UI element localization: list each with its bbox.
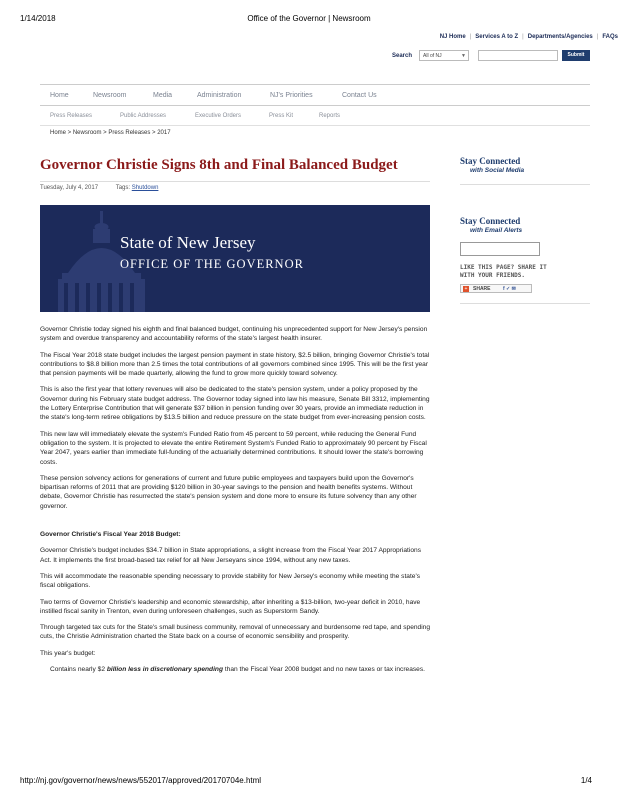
article-paragraph: Through targeted tax cuts for the State's small business community, removal of unnecessary and burdensome red tape, and spending cuts, the Christie Administration charted the State back on a course of economic sensibility and prosperity.	[40, 624, 431, 641]
tags-label: Tags:	[115, 185, 131, 191]
subnav-press-releases[interactable]: Press Releases	[50, 113, 93, 119]
budget-bullet	[40, 665, 432, 674]
plus-icon: +	[464, 286, 468, 292]
search-scope-select[interactable]	[419, 50, 469, 61]
governor-banner	[40, 205, 430, 312]
tag-link[interactable]: Shutdown	[131, 185, 159, 191]
nav-administration[interactable]: Administration	[197, 92, 242, 99]
search-label: Search	[392, 53, 413, 59]
util-link-services[interactable]: Services A to Z	[475, 34, 519, 40]
article-meta	[40, 185, 158, 191]
email-alerts-widget	[460, 216, 590, 304]
subnav-public-addresses[interactable]: Public Addresses	[120, 113, 167, 119]
article-body	[40, 325, 432, 681]
divider	[40, 125, 590, 126]
article-paragraph: Two terms of Governor Christie's leadership and economic stewardship, after inheriting a $13-billion, two-year deficit in 2010, have instilled fiscal sanity in Trenton, even during unforeseen challenges, such as Superstorm Sandy.	[40, 598, 421, 615]
divider	[460, 184, 590, 185]
social-media-link[interactable]: with Social Media	[470, 167, 525, 174]
print-header	[0, 14, 618, 26]
nav-priorities[interactable]: NJ's Priorities	[270, 92, 313, 99]
subnav-executive-orders[interactable]: Executive Orders	[195, 113, 242, 119]
article-paragraph: This will accommodate the reasonable spending necessary to provide stability for New Jersey's economy while meeting the state's fiscal obligations.	[40, 572, 421, 590]
bullet-emphasis: billion less in discretionary spending	[106, 666, 223, 674]
divider	[40, 181, 430, 182]
stay-connected-title[interactable]: Stay Connected	[460, 156, 521, 166]
share-prompt	[460, 264, 590, 280]
article-paragraph: This year's budget:	[40, 649, 96, 657]
breadcrumb: Home > Newsroom > Press Releases > 2017	[50, 130, 171, 136]
nav-media[interactable]: Media	[153, 92, 173, 99]
print-url: http://nj.gov/governor/news/news/552017/approved/20170704e.html	[20, 776, 262, 785]
search-input[interactable]	[478, 50, 558, 61]
util-separator: |	[469, 34, 472, 40]
bullet-text: than the Fiscal Year 2008 budget and no new taxes or tax increases.	[222, 666, 425, 674]
article-paragraph: This new law will immediately elevate the system's Funded Ratio from 45 percent to 59 percent, while reducing the General Fund obligation to the system. It is projected to elevate the entire Retirement System's Funded Ratio to approximately 90 percent by Fiscal Year 2047, years earlier than immediate full-funding of the actuarially determined contributions. It should lower the state's borrowing costs.	[40, 430, 427, 466]
page-title: Governor Christie Signs 8th and Final Balanced Budget	[40, 157, 398, 173]
main-nav	[40, 84, 590, 106]
site-navigation	[40, 84, 590, 136]
social-media-widget	[460, 156, 590, 185]
share-label: SHARE	[473, 286, 491, 292]
divider	[460, 303, 590, 304]
sub-nav	[40, 113, 590, 125]
print-date: 1/14/2018	[20, 14, 56, 23]
util-separator: |	[522, 34, 524, 40]
share-prompt-line: LIKE THIS PAGE? SHARE IT	[460, 264, 547, 271]
section-heading: Governor Christie's Fiscal Year 2018 Budget:	[40, 531, 181, 539]
page-number: 1/4	[580, 776, 592, 785]
util-link-departments[interactable]: Departments/Agencies	[527, 34, 593, 40]
nav-contact[interactable]: Contact Us	[342, 92, 377, 99]
banner-line-2: OFFICE OF THE GOVERNOR	[120, 257, 304, 271]
email-alerts-label: with Email Alerts	[470, 227, 523, 234]
article-date: Tuesday, July 4, 2017	[40, 185, 99, 191]
bullet-text: Contains nearly $2	[50, 666, 107, 674]
search-submit-button[interactable]: Submit	[562, 50, 590, 61]
chevron-down-icon: ▼	[461, 53, 466, 59]
article-paragraph: Governor Christie today signed his eighth and final balanced budget, continuing his unprecedented support for New Jersey's pension system and overdue transparency and accountability reforms of the state's largest health insurer.	[40, 326, 428, 343]
utility-nav	[440, 34, 618, 40]
print-title: Office of the Governor | Newsroom	[247, 14, 371, 23]
subnav-press-kit[interactable]: Press Kit	[269, 113, 294, 119]
stay-connected-title: Stay Connected	[460, 216, 521, 226]
util-link-faqs[interactable]: FAQs	[602, 34, 618, 40]
article-paragraph: This is also the first year that lottery revenues will also be dedicated to the state's pension system, under a policy proposed by the Governor during his February state budget address. The Governor today signed into law his measure, Senate Bill 3312, implementing the Lottery Enterprise Contribution that will generate $37 billion in pension funding over 30 years, provide an immediate reduction in the state's long-term retiree obligations by $13.5 billion and reduce pressure on the state budget from ever-increasing pension costs.	[40, 386, 430, 422]
banner-line-1: State of New Jersey	[120, 233, 256, 252]
article-paragraph: These pension solvency actions for generations of current and future public employees and taxpayers build upon the Governor's bipartisan reforms of 2011 that are providing $120 billion in 30-year savings to the pension and health benefits systems. Without debate, Governor Christie has resurrected the state's pension system and done more to ensure its future solvency than any other governor.	[40, 474, 417, 510]
social-share-icons: f ✓ ✉	[503, 286, 516, 292]
search-scope-value: All of NJ	[423, 53, 442, 59]
email-field[interactable]	[460, 242, 540, 256]
util-separator: |	[596, 34, 599, 40]
share-prompt-line: WITH YOUR FRIENDS.	[460, 272, 526, 279]
util-link-nj-home[interactable]: NJ Home	[439, 34, 466, 40]
nav-newsroom[interactable]: Newsroom	[93, 92, 127, 99]
article-paragraph: Governor Christie's budget includes $34.7 billion in State appropriations, a slight increase from the Fiscal Year 2017 Appropriations Act. It implements the first broad-based tax relief for all New Jerseyans since 1994, without any new taxes.	[40, 547, 421, 564]
nav-home[interactable]: Home	[50, 92, 69, 99]
subnav-reports[interactable]: Reports	[319, 113, 341, 119]
share-button[interactable]	[460, 284, 532, 293]
article-paragraph: The Fiscal Year 2018 state budget includes the largest pension payment in state history, $2.5 billion, bringing Governor Christie's total contributions to $8.8 billion more than 2.5 times the total contributions of all governors combined since 1995. This will be the first year that pension payments will be made quarterly, allowing the fund to grow more quickly toward solvency.	[40, 351, 430, 378]
